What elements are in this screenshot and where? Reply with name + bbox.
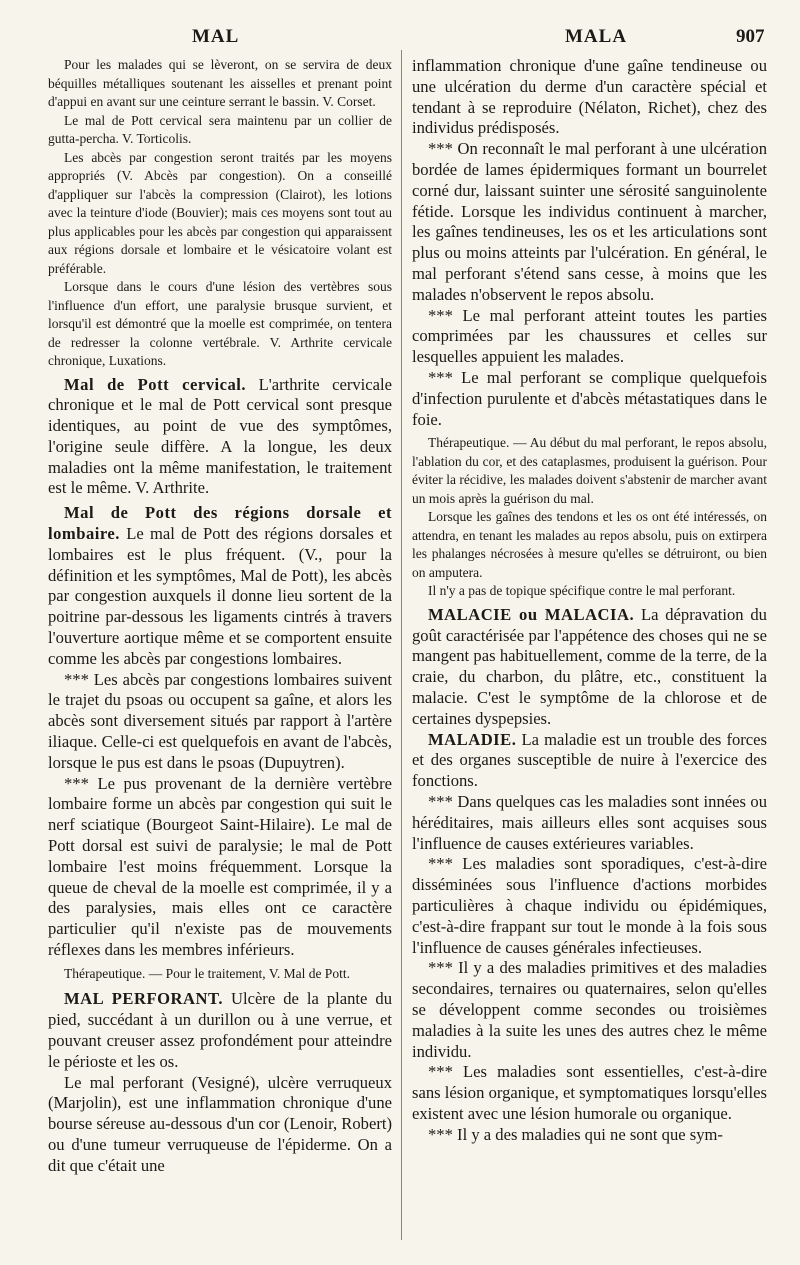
paragraph: *** Les abcès par congestions lombaires suivent le trajet du psoas ou occupent sa gaîne, et alors les abcès sont diversement situés par rapport à l'artère iliaque. Celle-ci est quelquefois en avant de l'abcès, lorsque le pus est dans le psoas (Dupuytren). <box>48 669 392 772</box>
page-number: 907 <box>736 26 765 47</box>
therapeutique-note: Thérapeutique. — Au début du mal perforant, le repos absolu, l'ablation du cor, et des cataplasmes, produisent la guérison. Pour éviter la récidive, les malades doivent s'abstenir de marcher avant un mois après la guérison du mal. <box>412 435 767 506</box>
entry-title: MALACIE ou MALACIA. <box>428 604 635 624</box>
running-header <box>0 26 800 56</box>
paragraph: *** On reconnaît le mal perforant à une ulcération bordée de lames épidermiques formant un bourrelet corné dur, laissant suinter une sérosité sanguinolente fétide. Lorsque les individus continuent à marcher, les gaînes tendineuses, les os et les articulations sont plus ou moins atteints par l'ulcération. En général, le mal perforant s'étend sans cesse, à moins que les malades n'observent le repos absolu. <box>412 139 767 304</box>
paragraph: *** Il y a des maladies primitives et des maladies secondaires, ternaires ou quaternaires, selon qu'elles se développent comme secondes ou troisièmes maladies à la suite les unes des autres chez le même individu. <box>412 958 767 1061</box>
entry-title: MALADIE. <box>428 729 517 749</box>
entry-maladie <box>412 730 767 792</box>
entry-mal-perforant <box>48 989 392 1072</box>
right-column <box>412 56 767 1146</box>
entry-text: Le mal de Pott des régions dorsales et lombaires est le plus fréquent. (V., pour la définition et les symptômes, Mal de Pott), les abcès par congestion auxquels il donne lieu sortent de la poitrine par-dessous les ligaments cintrés à travers l'ouverture aortique même et se comportent ensuite comme les abcès par congestions lombaires. <box>48 524 392 668</box>
entry-text: La dépravation du goût caractérisée par l'appétence des choses qui ne se mangent pas habituellement, comme de la terre, de la craie, du charbon, du plâtre, etc., constituent la malacie. C'est le symptôme de la chlorose et de certaines dyspepsies. <box>412 604 767 728</box>
paragraph: *** Le mal perforant se complique quelquefois d'infection purulente et d'abcès métastatiques dans le foie. <box>412 367 767 429</box>
paragraph: *** Dans quelques cas les maladies sont innées ou héréditaires, mais ailleurs elles sont acquises sous l'influence de causes extérieures variables. <box>412 792 767 853</box>
paragraph: Lorsque les gaînes des tendons et les os ont été intéressés, on attendra, en tenant les malades au repos absolu, puis on extirpera les phalanges nécrosées à mesure qu'elles se détruiront, ou bien on amputera. <box>412 509 767 580</box>
paragraph: *** Les maladies sont sporadiques, c'est-à-dire disséminées sous l'influence d'actions morbides particulières à chaque individu ou épidémiques, c'est-à-dire frappant sur tout le monde à la fois sous l'influence de causes générales infectieuses. <box>412 854 767 957</box>
entry-title: Mal de Pott cervical. <box>64 374 247 394</box>
paragraph: inflammation chronique d'une gaîne tendineuse ou une ulcération du derme d'un caractère spécial et tendant à se reproduire (Nélaton, Richet), chez des individus prédisposés. <box>412 56 767 138</box>
paragraph: Le mal de Pott cervical sera maintenu par un collier de gutta-percha. V. Torticolis. <box>48 112 392 146</box>
entry-text: L'arthrite cervicale chronique et le mal de Pott cervical sont presque identiques, au point de vue des symptômes, l'origine seule diffère. A la longue, les deux maladies ont la même manifestation, le traitement est le même. V. Arthrite. <box>48 374 392 498</box>
left-column <box>48 56 392 1176</box>
paragraph: Il n'y a pas de topique spécifique contre le mal perforant. <box>428 583 736 599</box>
paragraph: Les abcès par congestion seront traités par les moyens appropriés (V. Abcès par congestion). On a conseillé d'appliquer sur l'abcès la compression (Clairot), les lotions avec la teinture d'iode (Bouvier); mais ces moyens sont tout au plus applicables pour les abcès par congestion qui apparaissent aux régions dorsale et lombaire et le vésicatoire volant est préférable. <box>48 149 392 276</box>
paragraph: *** Le mal perforant atteint toutes les parties comprimées par les chaussures et celles sur lesquelles appuient les malades. <box>412 305 767 367</box>
header-center-word: MALA <box>565 26 628 47</box>
paragraph: *** Le pus provenant de la dernière vertèbre lombaire forme un abcès par congestion qui suit le nerf sciatique (Bourgeot Saint-Hilaire). Le mal de Pott dorsal est suivi de paralysie; le mal de Pott lombaire l'est moins fréquemment. Lorsque la queue de cheval de la moelle est comprimée, il y a des paralysies, mais elles ont ce caractère particulier qu'il n'existe pas de mouvements réflexes dans les membres inférieurs. <box>48 773 392 960</box>
paragraph: *** Il y a des maladies qui ne sont que sym- <box>428 1124 723 1144</box>
entry-mal-de-pott-dorsale-lombaire <box>48 503 392 669</box>
header-left-word: MAL <box>192 26 240 47</box>
paragraph: *** Les maladies sont essentielles, c'est-à-dire sans lésion organique, et symptomatiques lorsqu'elles existent avec une lésion humorale ou organique. <box>412 1062 767 1123</box>
paragraph: Pour les malades qui se lèveront, on se servira de deux béquilles métalliques soutenant les aisselles et prenant point d'appui en avant sur une ceinture serrant le bassin. V. Corset. <box>48 57 392 109</box>
entry-mal-de-pott-cervical <box>48 375 392 500</box>
entry-title: Mal de Pott des régions dorsale et lombaire. <box>48 503 392 544</box>
entry-malacie <box>412 605 767 730</box>
paragraph: Lorsque dans le cours d'une lésion des vertèbres sous l'influence d'un effort, une paralysie brusque survient, et lorsqu'il est démontré que la moelle est comprimée, on tentera de redresser la colonne vertébrale. V. Arthrite cervicale chronique, Luxations. <box>48 279 392 368</box>
column-rule <box>401 50 402 1240</box>
entry-text: Ulcère de la plante du pied, succédant à un durillon ou à une verrue, et pouvant creuser assez profondément pour atteindre le périoste et les os. <box>48 989 392 1071</box>
entry-text: La maladie est un trouble des forces et des organes susceptible de nuire à l'exercice des fonctions. <box>412 729 767 791</box>
entry-title: MAL PERFORANT. <box>64 989 223 1009</box>
paragraph: Le mal perforant (Vesigné), ulcère verruqueux (Marjolin), est une inflammation chronique d'une bourse séreuse au-dessous d'un cor (Lenoir, Robert) ou d'une tumeur verruqueuse de l'épiderme. On a dit que c'était une <box>48 1072 392 1175</box>
therapeutique-note: Thérapeutique. — Pour le traitement, V. Mal de Pott. <box>64 965 350 981</box>
